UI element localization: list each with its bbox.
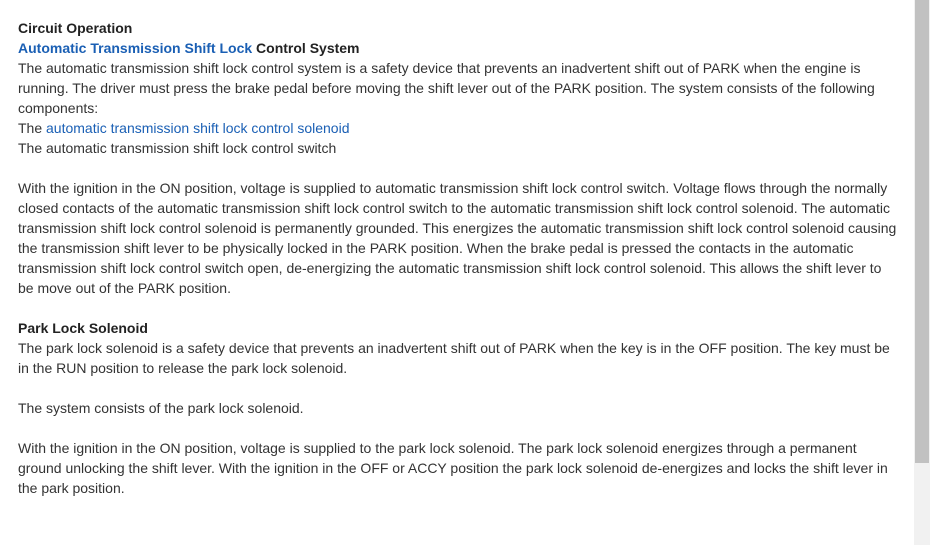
page-heading: Circuit Operation (18, 20, 133, 36)
spacer (18, 378, 900, 398)
spacer (18, 418, 900, 438)
shift-lock-operation: With the ignition in the ON position, voltage is supplied to automatic transmission shift lock control switch. Voltage flows through the normally closed contacts of the automatic transmission shift lock control switch to the automatic transmission shift lock control solenoid. The automatic transmission shift lock control solenoid is permanently grounded. This energizes the automatic transmission shift lock control solenoid causing the transmission shift lever to be physically locked in the PARK position. When the brake pedal is pressed the contacts in the automatic transmission shift lock control switch open, de-energizing the automatic transmission shift lock control solenoid. This allows the shift lever to be move out of the PARK position. (18, 180, 897, 296)
spacer (18, 158, 900, 178)
park-lock-operation: With the ignition in the ON position, voltage is supplied to the park lock solenoid. The park lock solenoid energizes through a permanent ground unlocking the shift lever. With the ignition in the OFF or ACCY position the park lock solenoid de-energizes and locks the shift lever in the park position. (18, 440, 888, 496)
document-content (18, 18, 900, 498)
solenoid-link[interactable]: automatic transmission shift lock control solenoid (46, 120, 350, 136)
shift-lock-intro: The automatic transmission shift lock control system is a safety device that prevents an inadvertent shift out of PARK when the engine is running. The driver must press the brake pedal before moving the shift lever out of the PARK position. The system consists of the following components: (18, 60, 875, 116)
section-title-park-lock: Park Lock Solenoid (18, 320, 148, 336)
park-lock-components: The system consists of the park lock solenoid. (18, 400, 304, 416)
shift-lock-link[interactable]: Automatic Transmission Shift Lock (18, 40, 253, 56)
component-solenoid (18, 118, 900, 138)
spacer (18, 298, 900, 318)
component-prefix: The (18, 120, 47, 136)
park-lock-intro: The park lock solenoid is a safety device that prevents an inadvertent shift out of PARK when the key is in the OFF position. The key must be in the RUN position to release the park lock solenoid. (18, 340, 890, 376)
window-edge (930, 0, 940, 545)
scrollbar-thumb[interactable] (915, 0, 929, 463)
vertical-scrollbar[interactable] (914, 0, 930, 545)
component-switch: The automatic transmission shift lock control switch (18, 140, 337, 156)
section-title-rest: Control System (252, 40, 360, 56)
section-title-shift-lock (18, 38, 900, 58)
